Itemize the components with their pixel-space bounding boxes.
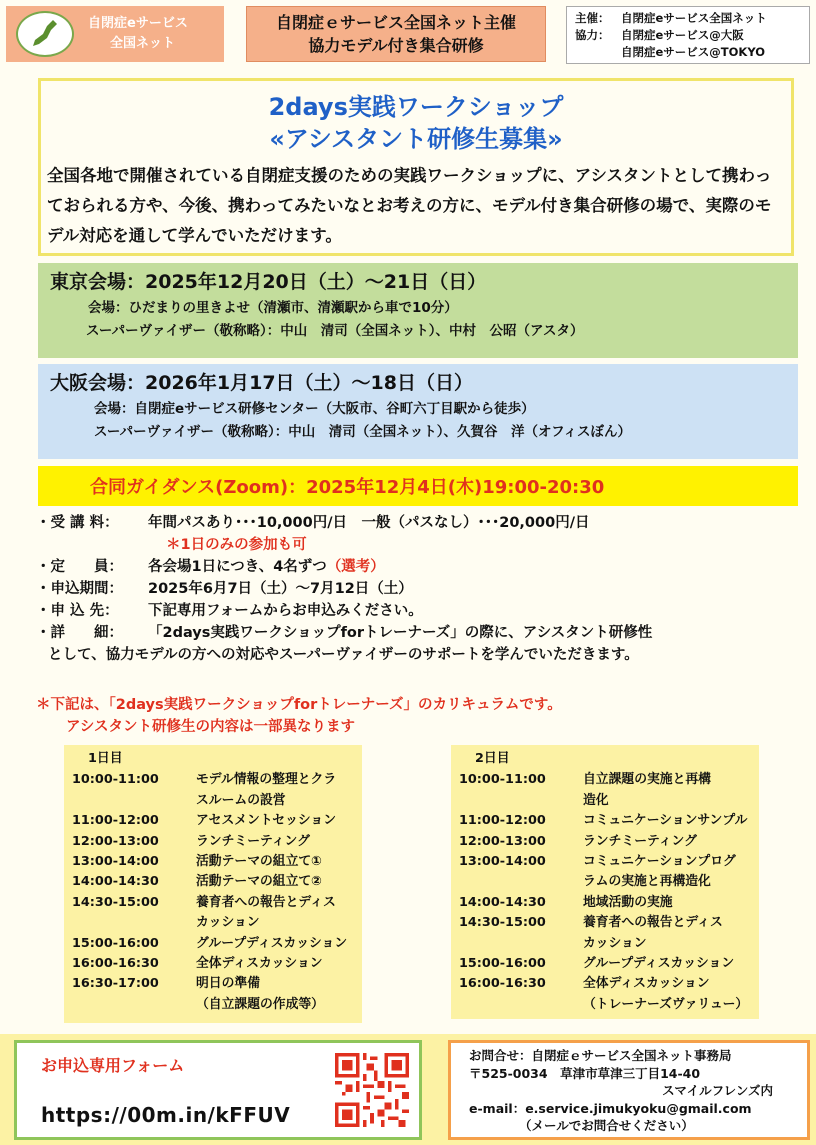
schedule-time: 15:00-16:00 [72, 935, 159, 951]
schedule-row [72, 974, 362, 1015]
contact-note: （メールでお問合せください） [519, 1118, 694, 1133]
schedule-heading: 2日目 [475, 751, 510, 766]
schedule-day2 [451, 745, 759, 1019]
schedule-time: 14:30-15:00 [459, 915, 546, 931]
schedule-title: 自立課題の実施と再構 造化 [583, 772, 711, 808]
schedule-title: コミュニケーションサンプル [583, 813, 748, 829]
schedule-title: 全体ディスカッション （トレーナーズヴァリュー） [583, 976, 749, 1012]
schedule-title: 養育者への報告とディス カッション [196, 894, 336, 931]
detail-row-period [36, 578, 806, 600]
application-form-box [14, 1040, 422, 1140]
schedule-time: 13:00-14:00 [72, 854, 159, 870]
org-value: 自閉症eサービス@大阪 [621, 28, 744, 42]
venue-place: 会場：自閉症eサービス研修センター（大阪市、谷町六丁目駅から徒歩） [94, 401, 535, 417]
schedule-row [72, 852, 362, 872]
page-title: 2days実践ワークショップ [268, 93, 564, 121]
logo-text [88, 14, 188, 54]
schedule-title: 明日の準備 （自立課題の作成等） [196, 976, 324, 1012]
org-value: 自閉症eサービス全国ネット [621, 11, 767, 25]
venue-osaka [38, 364, 798, 459]
venue-heading: 大阪会場：2026年1月17日（土）～18日（日） [50, 372, 473, 394]
detail-value: 2025年6月7日（土）～7月12日（土） [148, 581, 413, 597]
schedule-time: 13:00-14:00 [459, 854, 546, 870]
organizer-row [575, 10, 809, 27]
schedule-time: 16:00-16:30 [72, 956, 159, 972]
logo-seal-icon [16, 11, 74, 57]
schedule-row [72, 954, 362, 974]
schedule-title: 活動テーマの組立て② [196, 874, 323, 890]
schedule-row [72, 811, 362, 831]
schedule-row [459, 832, 759, 852]
org-key: 協力： [575, 28, 610, 42]
org-key: 主催： [575, 11, 610, 25]
schedule-row [459, 770, 759, 811]
detail-value: 年間パスあり･･･10,000円/日 一般（パスなし）･･･20,000円/日 [148, 515, 590, 531]
contact-email[interactable]: e-mail：e.service.jimukyoku@gmail.com [469, 1100, 752, 1116]
schedule-time: 14:00-14:30 [459, 894, 546, 910]
details-list [36, 512, 806, 666]
detail-label: ・申 込 先： [36, 603, 119, 619]
schedule-time: 12:00-13:00 [459, 833, 546, 849]
schedule-title: 全体ディスカッション [196, 956, 323, 972]
organizer-row [575, 27, 809, 44]
title-panel [38, 78, 794, 256]
organizer-box [566, 6, 810, 64]
detail-label: ・申込期間： [36, 581, 123, 597]
venue-heading: 東京会場：2025年12月20日（土）～21日（日） [50, 271, 487, 293]
schedule-row [459, 954, 759, 974]
logo-banner [6, 6, 224, 62]
host-line-2: 協力モデル付き集合研修 [308, 36, 484, 55]
detail-value: 各会場1日につき、4名ずつ [148, 559, 327, 575]
contact-building: スマイルフレンズ内 [662, 1083, 773, 1098]
schedule-day1 [64, 745, 362, 1023]
intro-text: 全国各地で開催されている自閉症支援のための実践ワークショップに、アシスタントとして携わっておられる方や、今後、携わってみたいなとお考えの方に、モデル付き集合研修の場で、実際のモデル対応を通して学んでいただけます。 [47, 166, 772, 245]
schedule-title: ランチミーティング [196, 833, 310, 849]
org-key [575, 44, 621, 61]
schedule-row [72, 770, 362, 811]
detail-label: ・定 員： [36, 559, 123, 575]
logo-line-1: 自閉症eサービス [88, 16, 188, 31]
schedule-heading: 1日目 [88, 751, 123, 766]
detail-value-continued: として、協力モデルの方への対応やスーパーヴァイザーのサポートを学んでいただきます。 [48, 647, 639, 663]
schedule-title: ランチミーティング [583, 833, 697, 849]
schedule-title: グループディスカッション [583, 956, 735, 972]
schedule-row [459, 913, 759, 954]
schedule-time: 15:00-16:00 [459, 956, 546, 972]
venue-tokyo [38, 263, 798, 358]
detail-value: 「2days実践ワークショップforトレーナーズ」の際に、アシスタント研修性 [148, 625, 653, 641]
schedule-time: 10:00-11:00 [72, 772, 159, 788]
venue-supervisors: スーパーヴァイザー（敬称略）：中山 清司（全国ネット）、久賀谷 洋（オフィスぼん） [94, 424, 632, 440]
form-title: お申込専用フォーム [41, 1056, 185, 1075]
curriculum-note-line-2: アシスタント研修生の内容は一部異なります [66, 719, 355, 735]
detail-row-apply [36, 600, 806, 622]
page-subtitle: «アシスタント研修生募集» [269, 125, 563, 153]
detail-row-fee [36, 512, 806, 534]
schedule-row [72, 893, 362, 934]
schedule-title: グループディスカッション [196, 935, 348, 951]
schedule-time: 12:00-13:00 [72, 833, 159, 849]
detail-row-capacity [36, 556, 806, 578]
curriculum-note [36, 694, 562, 738]
org-value: 自閉症eサービス@TOKYO [621, 45, 766, 59]
fee-note: ＊1日のみの参加も可 [166, 537, 307, 553]
schedule-row [459, 893, 759, 913]
schedule-row [459, 852, 759, 893]
curriculum-note-line-1: ＊下記は、「2days実践ワークショップforトレーナーズ」のカリキュラムです。 [36, 697, 562, 713]
schedule-title: モデル情報の整理とクラ スルームの設営 [196, 772, 337, 808]
detail-label: ・受 講 料： [36, 515, 119, 531]
schedule-time: 14:30-15:00 [72, 894, 159, 910]
schedule-time: 11:00-12:00 [459, 813, 546, 829]
detail-label: ・詳 細： [36, 625, 123, 641]
host-line-1: 自閉症ｅサービス全国ネット主催 [275, 13, 516, 32]
schedule-title: アセスメントセッション [196, 813, 336, 829]
schedule-title: 地域活動の実施 [583, 894, 673, 910]
schedule-title: 養育者への報告とディス カッション [583, 915, 723, 951]
detail-row-detail [36, 622, 806, 644]
schedule-time: 16:00-16:30 [459, 976, 546, 992]
contact-box [448, 1040, 810, 1140]
capacity-note: （選考） [326, 559, 385, 575]
form-url-link[interactable]: https://00m.in/kFFUV [41, 1103, 291, 1127]
schedule-row [459, 811, 759, 831]
host-banner [246, 6, 546, 62]
venue-supervisors: スーパーヴァイザー（敬称略）：中山 清司（全国ネット）、中村 公昭（アスタ） [86, 323, 584, 339]
schedule-time: 11:00-12:00 [72, 813, 159, 829]
contact-title: お問合せ：自閉症ｅサービス全国ネット事務局 [469, 1048, 732, 1063]
schedule-time: 14:00-14:30 [72, 874, 159, 890]
schedule-row [72, 832, 362, 852]
organizer-row [575, 44, 809, 61]
detail-value: 下記専用フォームからお申込みください。 [148, 603, 423, 619]
qr-code-icon[interactable] [335, 1053, 409, 1127]
schedule-row [72, 872, 362, 892]
schedule-row [459, 974, 759, 1015]
schedule-time: 10:00-11:00 [459, 772, 546, 788]
venue-place: 会場：ひだまりの里きよせ（清瀬市、清瀬駅から車で10分） [88, 300, 458, 316]
schedule-title: 活動テーマの組立て① [196, 854, 323, 870]
contact-address: 〒525-0034 草津市草津三丁目14-40 [469, 1065, 701, 1081]
guidance-banner: 合同ガイダンス(Zoom)：2025年12月4日(木)19:00-20:30 [38, 466, 798, 506]
schedule-time: 16:30-17:00 [72, 976, 159, 992]
schedule-row [72, 934, 362, 954]
logo-line-2: 全国ネット [110, 36, 176, 51]
schedule-title: コミュニケーションプログ ラムの実施と再構造化 [583, 854, 736, 890]
